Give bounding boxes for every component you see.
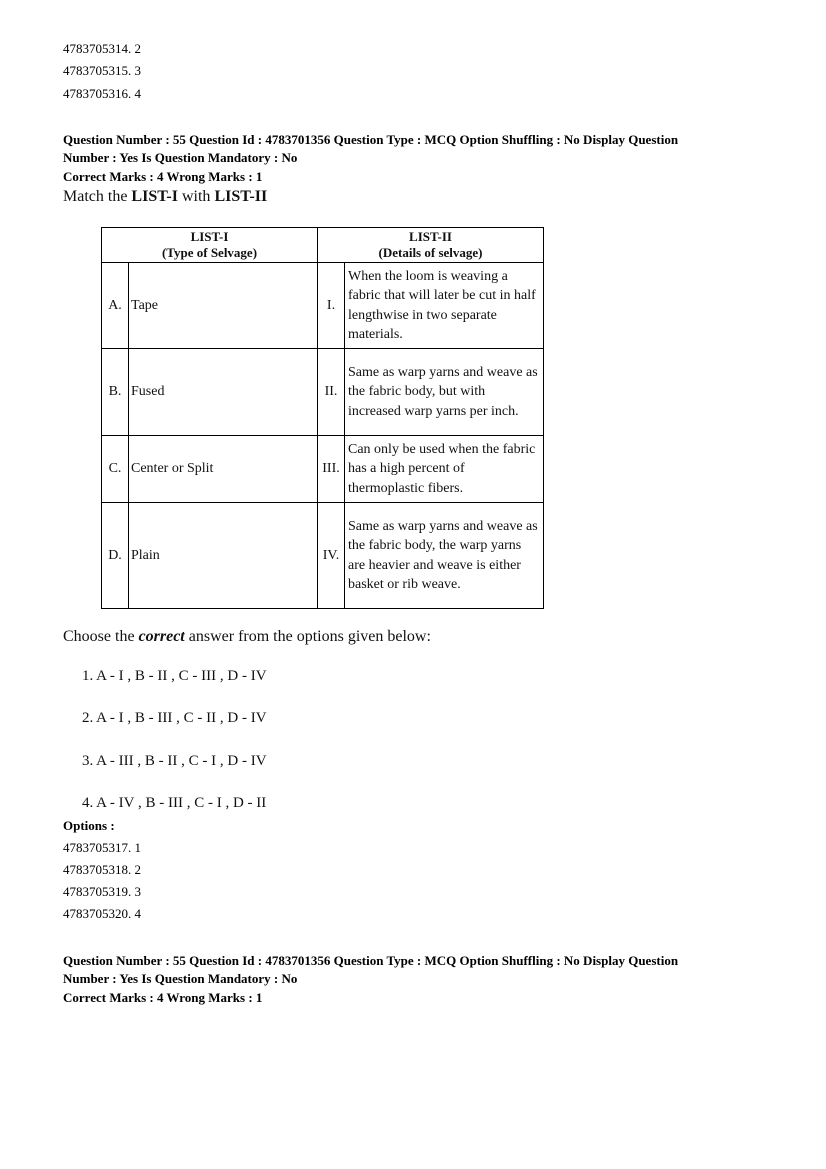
choose-prompt [63,628,431,646]
table-header-row [102,228,544,263]
table-row [102,263,544,349]
row-label: A. [102,263,129,349]
list2-header-title: LIST-II [409,229,452,244]
option-id-2: 4783705318. 2 [63,862,141,877]
options-label: Options : [63,818,115,833]
row-roman: I. [318,263,345,349]
match-table [101,227,544,609]
row-name: Center or Split [129,436,318,503]
title-prefix: Match the [63,188,128,205]
answer-choice-4: 4. A - IV , B - III , C - I , D - II [82,795,267,811]
next-question-meta [63,952,773,988]
option-id-3: 4783705319. 3 [63,884,141,899]
list1-header-title: LIST-I [190,229,229,244]
option-id-4: 4783705320. 4 [63,906,141,921]
list2-header [318,228,544,263]
table-row [102,503,544,609]
row-label: B. [102,349,129,436]
question-meta-line-2: Number : Yes Is Question Mandatory : No [63,150,298,165]
table-row [102,349,544,436]
prev-option-3: 4783705316. 4 [63,86,141,101]
list2-header-sub: (Details of selvage) [378,245,483,260]
row-detail: When the loom is weaving a fabric that will later be cut in half lengthwise in two separate materials. [345,263,544,349]
row-name: Tape [129,263,318,349]
next-question-meta-line-1: Question Number : 55 Question Id : 4783701356 Question Type : MCQ Option Shuffling : No Display Question [63,953,679,968]
row-label: C. [102,436,129,503]
row-detail: Can only be used when the fabric has a high percent of thermoplastic fibers. [345,436,544,503]
table-row [102,436,544,503]
row-name: Plain [129,503,318,609]
row-roman: IV. [318,503,345,609]
answer-choice-2: 2. A - I , B - III , C - II , D - IV [82,710,267,726]
choose-prefix: Choose the [63,628,135,645]
title-with: with [181,188,211,205]
question-marks: Correct Marks : 4 Wrong Marks : 1 [63,169,263,184]
row-roman: II. [318,349,345,436]
question-meta-line-1: Question Number : 55 Question Id : 4783701356 Question Type : MCQ Option Shuffling : No Display Question [63,132,679,147]
title-list2: LIST-II [214,188,268,205]
choose-suffix: answer from the options given below: [188,628,431,645]
option-id-1: 4783705317. 1 [63,840,141,855]
row-detail: Same as warp yarns and weave as the fabric body, the warp yarns are heavier and weave is either basket or rib weave. [345,503,544,609]
next-question-marks: Correct Marks : 4 Wrong Marks : 1 [63,990,263,1005]
question-title [63,188,267,206]
answer-choice-3: 3. A - III , B - II , C - I , D - IV [82,753,267,769]
row-detail: Same as warp yarns and weave as the fabric body, but with increased warp yarns per inch. [345,349,544,436]
title-list1: LIST-I [131,188,178,205]
question-meta [63,131,773,167]
next-question-meta-line-2: Number : Yes Is Question Mandatory : No [63,971,298,986]
row-label: D. [102,503,129,609]
list1-header-sub: (Type of Selvage) [161,245,258,260]
row-name: Fused [129,349,318,436]
prev-option-2: 4783705315. 3 [63,63,141,78]
answer-choice-1: 1. A - I , B - II , C - III , D - IV [82,668,267,684]
choose-emphasis: correct [138,628,185,645]
list1-header [102,228,318,263]
row-roman: III. [318,436,345,503]
prev-option-1: 4783705314. 2 [63,41,141,56]
